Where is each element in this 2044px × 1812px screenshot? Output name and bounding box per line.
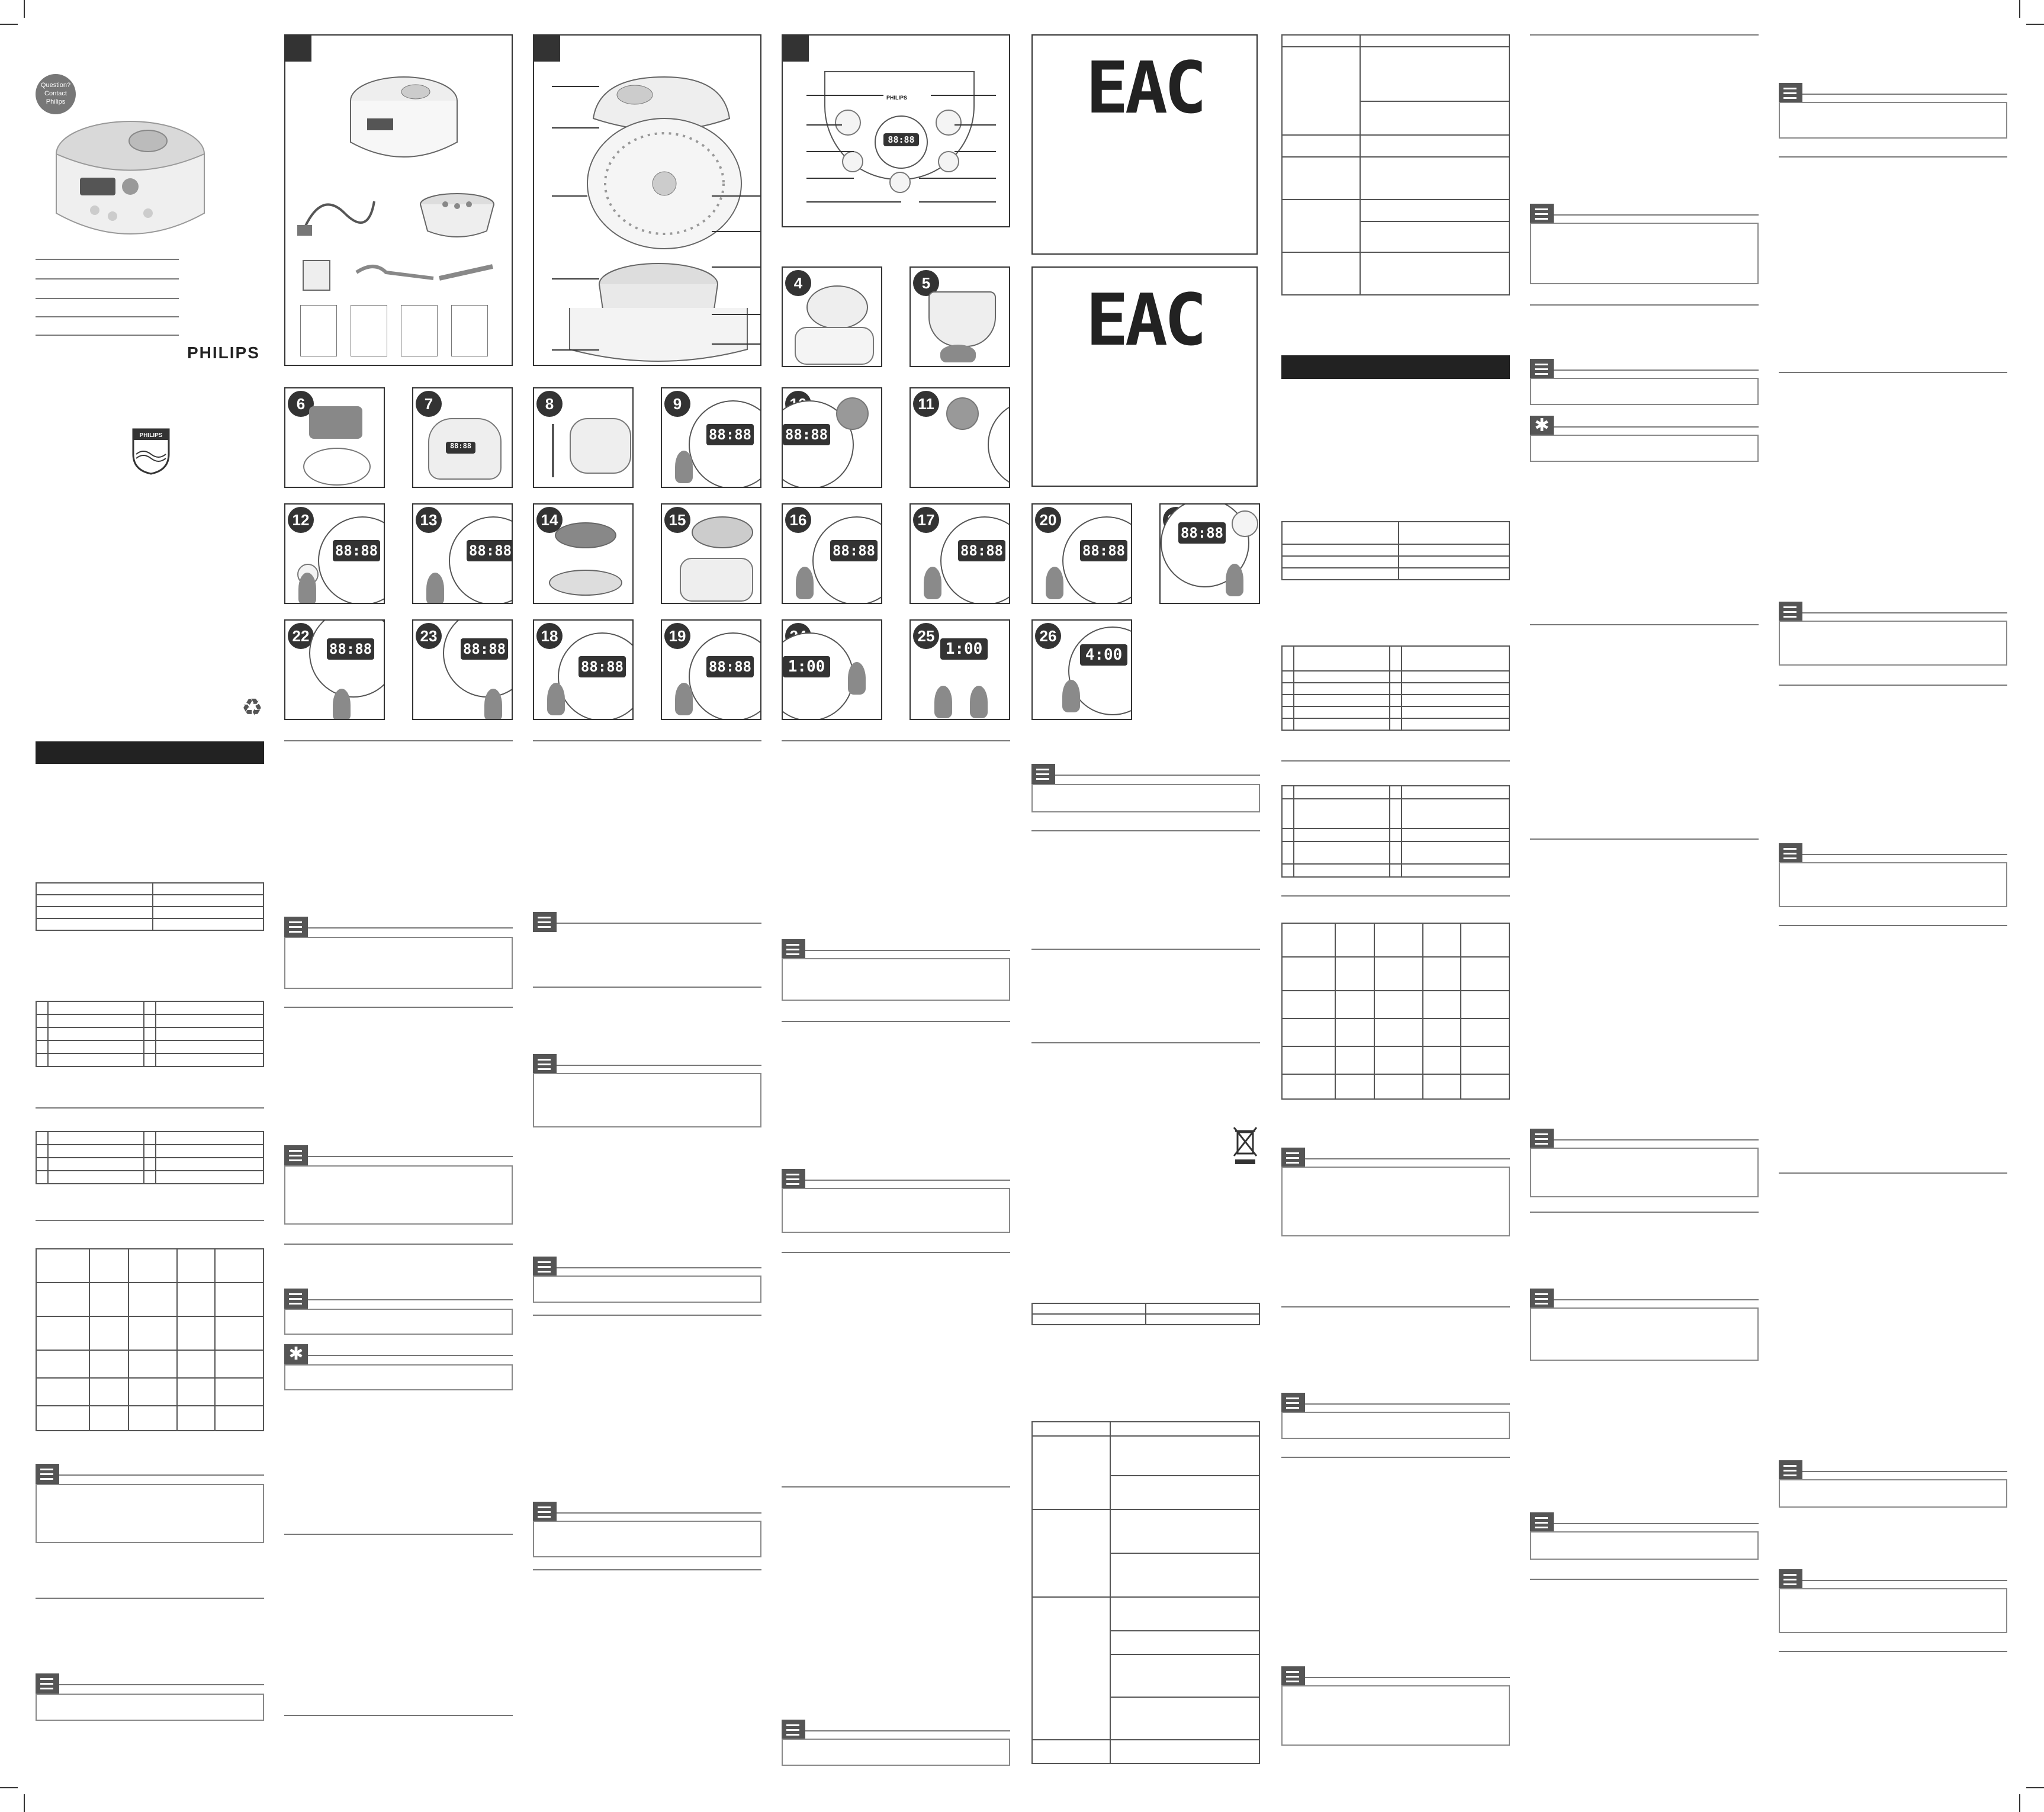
note-icon (782, 1720, 805, 1740)
note-box (1779, 862, 2007, 907)
note-icon (1530, 204, 1554, 224)
note-icon (36, 1673, 59, 1694)
step-number: 11 (913, 391, 939, 417)
brand-logo: PHILIPS (187, 343, 260, 362)
note-icon (1281, 1393, 1305, 1413)
step-number: 4 (785, 270, 811, 296)
note-icon (533, 1502, 557, 1522)
display-readout: 88:88 (333, 540, 380, 561)
controls-table-2 (1281, 785, 1510, 878)
note-box (1281, 1412, 1510, 1439)
step-number: 19 (664, 623, 690, 649)
step-18-figure (533, 619, 634, 720)
eac-mark: EAC (1085, 279, 1204, 362)
step-24-figure (782, 619, 882, 720)
step-20-figure (1031, 503, 1132, 604)
step-number: 23 (416, 623, 442, 649)
note-icon (533, 1257, 557, 1277)
step-14-figure (533, 503, 634, 604)
bubble-line: Contact (44, 90, 67, 97)
display-readout: 88:88 (830, 540, 878, 561)
note-icon (1530, 1512, 1554, 1533)
troubleshooting-table-cont (1281, 34, 1510, 295)
note-box (1281, 1685, 1510, 1746)
philips-shield-icon (131, 428, 171, 475)
bubble-line: Philips (46, 98, 66, 105)
note-box (1031, 784, 1260, 812)
eac-box-2 (1031, 266, 1258, 487)
bubble-line: Question? (40, 82, 71, 89)
display-readout: 88:88 (467, 540, 513, 561)
step-22-figure (284, 619, 385, 720)
note-box (782, 1739, 1010, 1766)
warranty-table (1031, 1303, 1260, 1325)
eac-box-1 (1031, 34, 1258, 255)
note-box (1530, 378, 1759, 405)
note-box (533, 1276, 761, 1303)
step-number: 20 (1035, 507, 1061, 533)
display-readout: 88:88 (883, 133, 919, 146)
step-17-figure (909, 503, 1010, 604)
note-box (1779, 102, 2007, 139)
step-23-figure (412, 619, 513, 720)
step-13-figure (412, 503, 513, 604)
control-panel-figure (782, 34, 1010, 227)
controls-table (36, 1131, 264, 1184)
display-readout: 88:88 (579, 656, 626, 677)
step-10-figure (782, 387, 882, 488)
step-number: 18 (536, 623, 563, 649)
step-number: 5 (913, 270, 939, 296)
note-box (533, 1521, 761, 1557)
step-12-figure (284, 503, 385, 604)
note-icon (284, 1145, 308, 1165)
eac-mark: EAC (1085, 47, 1204, 130)
step-8-figure (533, 387, 634, 488)
display-readout: 88:88 (783, 424, 830, 445)
display-readout: 1:00 (940, 638, 988, 660)
step-6-figure (284, 387, 385, 488)
note-icon (1530, 359, 1554, 379)
cooking-table (36, 1248, 264, 1431)
step-19-figure (661, 619, 761, 720)
parts-overview-figure (533, 34, 761, 366)
note-box (284, 1309, 513, 1335)
panel-brand: PHILIPS (886, 95, 908, 101)
note-icon (1779, 1460, 1802, 1480)
display-readout: 88:88 (327, 638, 374, 660)
note-icon (1530, 1129, 1554, 1149)
note-icon (533, 912, 557, 932)
step-11-figure (909, 387, 1010, 488)
note-box (36, 1484, 264, 1543)
step-number: 17 (913, 507, 939, 533)
note-box (1530, 1148, 1759, 1197)
note-box (533, 1073, 761, 1127)
cooker-product-image (47, 113, 213, 255)
display-readout: 88:88 (706, 424, 754, 445)
step-number: 25 (913, 623, 939, 649)
step-9-figure (661, 387, 761, 488)
note-icon (1031, 764, 1055, 784)
step-4-figure (782, 266, 882, 367)
step-number: 6 (288, 391, 314, 417)
step-5-figure (909, 266, 1010, 367)
cooking-table-2 (1281, 923, 1510, 1100)
section-header-bar (36, 741, 264, 764)
step-15-figure (661, 503, 761, 604)
note-icon (1530, 1289, 1554, 1309)
note-icon (533, 1054, 557, 1074)
note-box (1530, 223, 1759, 284)
display-readout: 4:00 (1080, 644, 1127, 666)
parts-table-2 (1281, 645, 1510, 731)
step-number: 8 (536, 391, 563, 417)
note-box (782, 1188, 1010, 1233)
note-box (284, 1165, 513, 1225)
tip-icon: ✱ (284, 1344, 308, 1364)
tip-box (284, 1364, 513, 1390)
note-icon (1779, 602, 1802, 622)
note-icon (1281, 1666, 1305, 1686)
step-number: 13 (416, 507, 442, 533)
question-bubble[interactable] (36, 74, 76, 114)
note-icon (1779, 83, 1802, 103)
note-icon (1779, 843, 1802, 863)
step-26-figure (1031, 619, 1132, 720)
svg-text:PHILIPS: PHILIPS (139, 432, 163, 439)
note-icon (284, 917, 308, 937)
tip-icon: ✱ (1530, 416, 1554, 436)
note-icon (1779, 1569, 1802, 1589)
note-box (1530, 1531, 1759, 1560)
step-number: 7 (416, 391, 442, 417)
note-box (1530, 1307, 1759, 1361)
step-number: 14 (536, 507, 563, 533)
spec-table-2 (1281, 521, 1510, 580)
step-25-figure (909, 619, 1010, 720)
step-number: 9 (664, 391, 690, 417)
note-box (36, 1694, 264, 1721)
note-icon (782, 1169, 805, 1189)
note-box (1779, 1588, 2007, 1633)
parts-table (36, 1001, 264, 1067)
step-number: 15 (664, 507, 690, 533)
step-number: 16 (785, 507, 811, 533)
step-7-figure: 7 88:88 (412, 387, 513, 488)
note-box (284, 937, 513, 989)
spec-table (36, 882, 264, 931)
note-icon (36, 1464, 59, 1484)
step-16-figure (782, 503, 882, 604)
step-number: 12 (288, 507, 314, 533)
step-number: 22 (288, 623, 314, 649)
section-header-bar (1281, 355, 1510, 379)
contents-figure (284, 34, 513, 366)
display-readout: 88:88 (1080, 540, 1127, 561)
note-box (1779, 1479, 2007, 1508)
troubleshooting-table (1031, 1421, 1260, 1764)
note-box (1281, 1167, 1510, 1236)
display-readout: 88:88 (958, 540, 1005, 561)
note-icon (1281, 1148, 1305, 1168)
recycle-icon: ♻ (242, 694, 263, 721)
display-readout: 88:88 (461, 638, 508, 660)
display-readout: 1:00 (783, 656, 830, 677)
tip-box (1530, 435, 1759, 462)
step-21-figure (1159, 503, 1260, 604)
display-readout: 88:88 (1178, 522, 1226, 544)
crossed-bin-icon (1232, 1125, 1259, 1167)
note-icon (782, 939, 805, 959)
note-box (1779, 621, 2007, 666)
display-readout: 88:88 (706, 656, 754, 677)
note-icon (284, 1289, 308, 1309)
note-box (782, 958, 1010, 1001)
step-number: 26 (1035, 623, 1061, 649)
